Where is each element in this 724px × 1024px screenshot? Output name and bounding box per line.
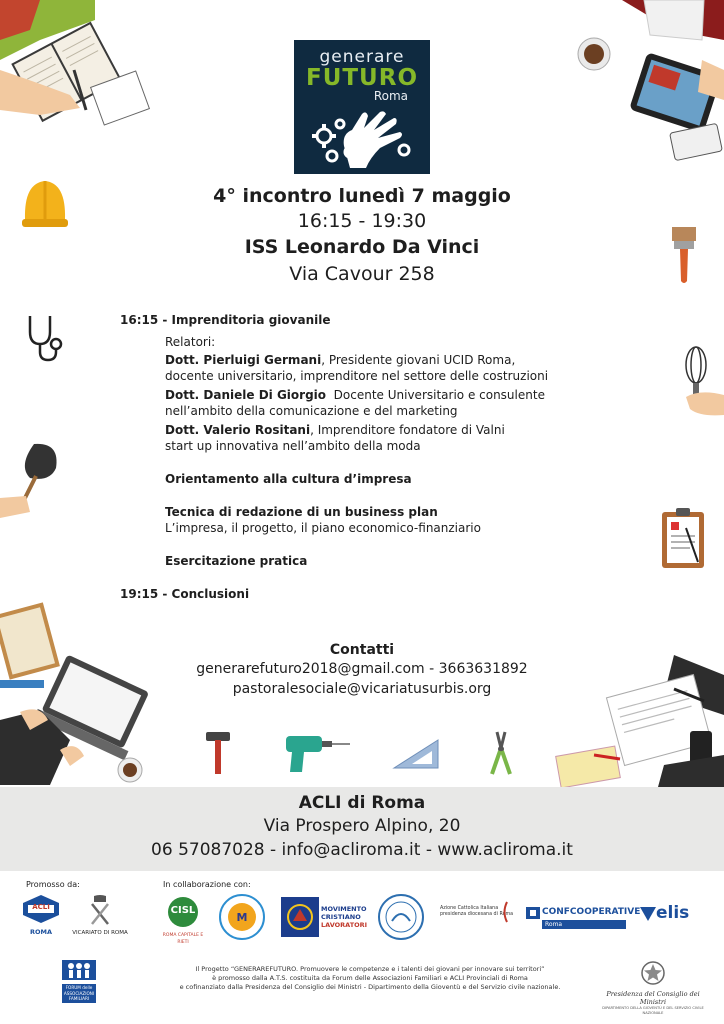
gears-hand-icon [304,106,420,170]
event-title: 4° incontro lunedì 7 maggio [213,185,511,207]
tablet-coffee-illustration [572,0,724,175]
end-title: Conclusioni [171,587,250,601]
clipboard-icon [660,506,706,570]
confcoop-emblem-icon [526,907,540,919]
acli-logo-text: ACLI [32,903,50,911]
azione-text-1: Azione Cattolica Italiana [440,906,499,911]
contacts-title: Contatti [329,642,395,658]
logo-line1: generare [319,47,405,67]
end-time: 19:15 - [120,587,172,601]
event-address: Via Cavour 258 [289,263,435,285]
acli-band [0,787,724,871]
svg-text:M: M [236,911,248,924]
program [120,312,590,602]
speaker-name: Dott. Valerio Rositani [165,423,311,437]
set-square-icon [392,738,440,770]
speaker-item [165,422,590,454]
tools-row [0,728,724,778]
program-start [120,312,590,328]
logo-line3: Roma [373,89,408,103]
christian-entrepreneurs-seal-icon [376,893,426,941]
forum-family-icon [62,960,96,980]
start-title: Imprenditoria giovanile [171,313,331,327]
speaker-desc: start up innovativa nell’ambito della moda [165,439,421,453]
elis-mark-icon [640,907,656,921]
topic-business-plan: Tecnica di redazione di un business plan [165,505,438,519]
speakers-section [165,334,590,569]
azione-text-2: presidenza diocesana di Roma [440,912,514,917]
azione-cross-icon [500,900,514,924]
topic-business-plan-sub: L’impresa, il progetto, il piano economico-finanziario [165,521,481,535]
paintbrush-icon [668,225,700,285]
logo-line2: FUTURO [305,65,418,91]
hammer-icon [204,730,232,776]
contacts-email[interactable]: pastoralesociale@vicariatusurbis.org [232,681,492,697]
speaker-desc: , Imprenditore fondatore di Valni [310,423,505,437]
forum-text-3: FAMILIARI [68,996,90,1001]
italian-emblem-icon [640,960,666,986]
event-header [140,183,584,288]
generare-futuro-logo [294,40,430,174]
drill-icon [282,732,352,776]
vicariato-text: VICARIATO DI ROMA [72,930,128,936]
forum-text-2: ASSOCIAZIONI [63,990,95,996]
mcl-emblem-icon [281,897,319,937]
presidenza-logo [598,960,708,1016]
confcoop-text: CONFCOOPERATIVE [542,907,641,917]
mcl-logo [281,897,369,941]
papal-keys-icon [88,894,112,926]
start-time: 16:15 - [120,313,172,327]
speaker-desc: , Presidente giovani UCID Roma, [321,353,516,367]
acli-org: ACLI di Roma [298,793,426,813]
forum-text-1: FORUM delle [65,985,93,990]
mcl-text-2: CRISTIANO [321,913,361,921]
acli-roma-logo [22,894,60,936]
footnote-line2: è promosso dalla A.T.S. costituita da Forum delle Associazioni Familiari e ACLI Provinciali di Roma [212,974,528,982]
acli-contacts[interactable]: 06 57087028 - info@acliroma.it - www.acliroma.it [151,840,573,860]
contacts-email-phone[interactable]: generarefuturo2018@gmail.com - 3663631892 [196,661,528,677]
speaker-desc: nell’ambito della comunicazione e del marketing [165,404,458,418]
feather-duster-icon [0,438,70,520]
mcl-text-3: LAVORATORI [321,921,368,929]
project-footnote [160,965,580,992]
presidenza-text: Presidenza del Consiglio dei Ministri [606,990,700,1006]
topic-exercise: Esercitazione pratica [165,554,308,568]
mcl-text-1: MOVIMENTO [321,905,367,913]
speaker-name: Dott. Pierluigi Germani [165,353,322,367]
elis-text: elis [656,903,690,923]
footnote-line3: e cofinanziato dalla Presidenza del Consiglio dei Ministri - Dipartimento della Gioventù e del Servizio civile nazionale. [179,983,561,991]
pliers-icon [488,730,514,776]
stethoscope-icon [22,312,66,364]
speaker-item [165,387,590,419]
acli-address: Via Prospero Alpino, 20 [263,816,461,836]
speakers-label: Relatori: [165,335,216,349]
topic-culture: Orientamento alla cultura d’impresa [165,472,412,486]
presidenza-sub: DIPARTIMENTO DELLA GIOVENTÙ E DEL SERVIZIO CIVILE NAZIONALE [602,1006,704,1015]
cisl-sub: ROMA CAPITALE E RIETI [162,933,204,945]
confcoop-sub: Roma [542,920,626,929]
cisl-text: CISL [170,905,196,916]
speaker-item [165,352,590,384]
event-time: 16:15 - 19:30 [297,210,427,232]
speaker-desc: Docente Universitario e consulente [326,388,545,402]
azione-cattolica-logo [440,906,518,918]
event-venue: ISS Leonardo Da Vinci [244,236,480,258]
program-end [120,586,590,602]
whisk-icon [680,345,724,425]
speaker-name: Dott. Daniele Di Giorgio [165,388,327,402]
acli-logo-sub: ROMA [29,928,53,936]
promoted-by-label: Promosso da: [26,880,80,889]
hard-hat-icon [20,175,70,233]
association-seal-icon [218,893,266,941]
vicariato-logo [70,894,130,937]
cisl-logo [162,896,204,946]
forum-associazioni-logo [62,960,96,1003]
footnote-line1: Il Progetto “GENERAREFUTURO. Promuovere le competenze e i talenti dei giovani per innovare sui territori” [195,965,545,973]
speaker-desc: docente universitario, imprenditore nel settore delle costruzioni [165,369,549,383]
planner-illustration [0,0,160,135]
collaboration-label: In collaborazione con: [163,880,251,889]
contacts [150,641,574,699]
